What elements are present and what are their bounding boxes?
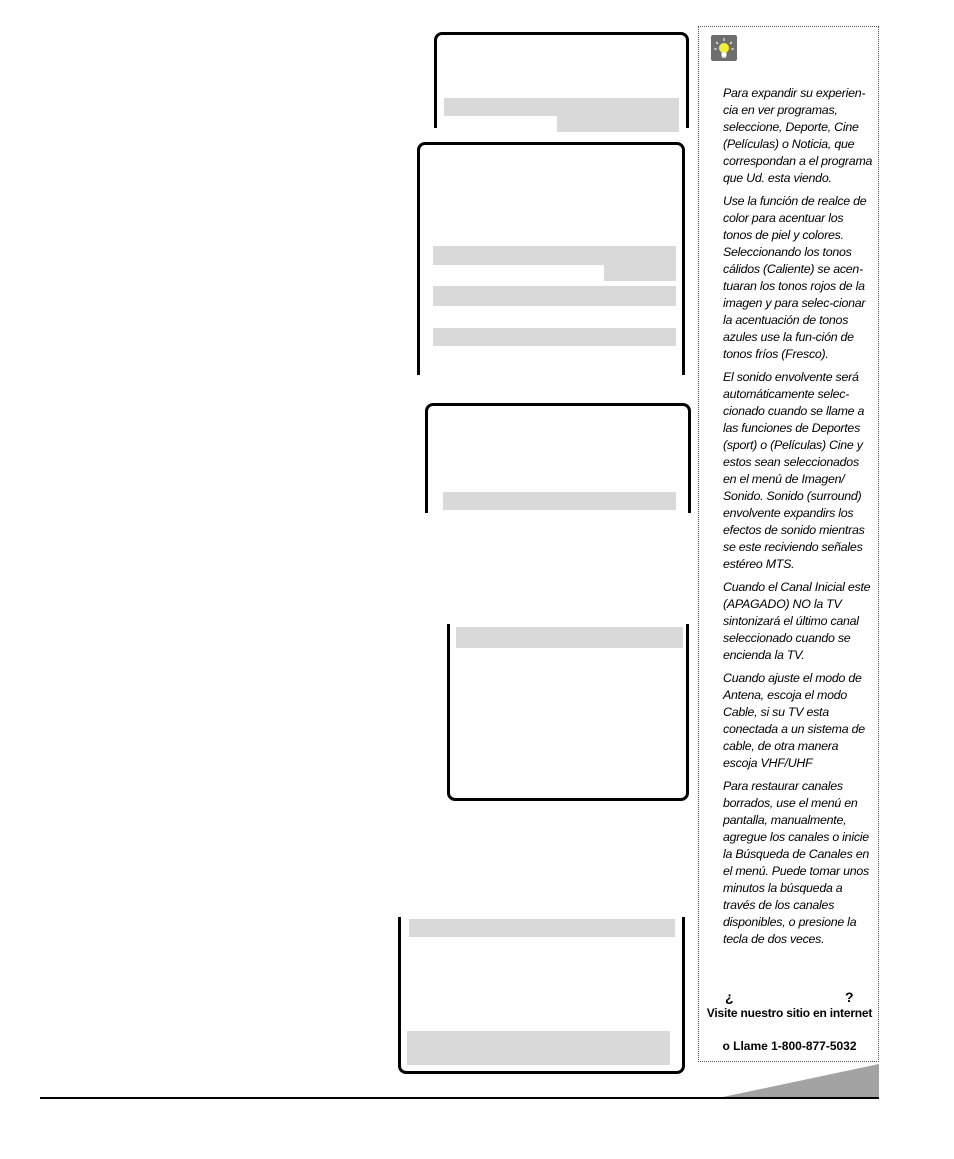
- tips-list: [723, 85, 873, 954]
- highlight-bar: [443, 492, 676, 510]
- highlight-bar: [557, 115, 679, 132]
- highlight-bar: [409, 919, 675, 937]
- call-number-text: o Llame 1-800-877-5032: [722, 1039, 857, 1053]
- footer-rule: [40, 1097, 879, 1099]
- tip-paragraph: Para restaurar canales borrados, use el menú en pantalla, manualmente, agregue los canales o inicie la Búsqueda de Canales en el menú. Puede tomar unos minutos la búsqueda a través de los canales disponibles, o presione la tecla de dos veces.: [723, 779, 869, 946]
- highlight-bar: [433, 328, 676, 346]
- corner-wedge-graphic: [718, 1064, 879, 1098]
- highlight-bar: [433, 246, 676, 265]
- question-marks: [699, 989, 880, 1007]
- tip-paragraph: El sonido envolvente será automáticamente selec-cionado cuando se llame a las funciones de Deportes (sport) o (Películas) Cine y estos sean seleccionados en el menú de Imagen/ Sonido. Sonido (surround) envolvente expandirs los efectos de sonido mientras se este reciviendo señales estéreo MTS.: [723, 370, 865, 571]
- tips-sidebar: [698, 26, 879, 1062]
- highlight-bar: [433, 286, 676, 306]
- tip-paragraph: Use la función de realce de color para acentuar los tonos de piel y colores. Seleccionando los tonos cálidos (Caliente) se acen-tuaran los tonos rojos de la imagen y para selec-cionar la acentuación de tonos azules use la fun-ción de tonos fríos (Fresco).: [723, 194, 867, 361]
- tip-paragraph: Cuando ajuste el modo de Antena, escoja el modo Cable, si su TV esta conectada a un sistema de cable, de otra manera escoja VHF/UHF: [723, 671, 865, 770]
- menu-screen-5: [398, 917, 685, 1074]
- tip-paragraph: Cuando el Canal Inicial este (APAGADO) NO la TV sintonizará el último canal seleccionado cuando se encienda la TV.: [723, 580, 871, 662]
- menu-screen-3: [425, 403, 691, 513]
- question-close: ?: [845, 989, 854, 1005]
- lightbulb-icon: [711, 35, 737, 61]
- highlight-bar: [407, 1031, 670, 1065]
- menu-screen-1: [434, 32, 689, 128]
- highlight-bar: [604, 264, 676, 281]
- visit-website-text: Visite nuestro sitio en internet: [706, 1006, 873, 1020]
- highlight-bar: [444, 98, 679, 116]
- highlight-bar: [456, 627, 683, 648]
- question-open: ¿: [725, 989, 734, 1005]
- tip-paragraph: Para expandir su experien-cia en ver programas, seleccione, Deporte, Cine (Películas) o Noticia, que correspondan a el programa que Ud. esta viendo.: [723, 86, 873, 185]
- menu-screen-4: [447, 624, 689, 801]
- menu-screen-2: [417, 142, 685, 375]
